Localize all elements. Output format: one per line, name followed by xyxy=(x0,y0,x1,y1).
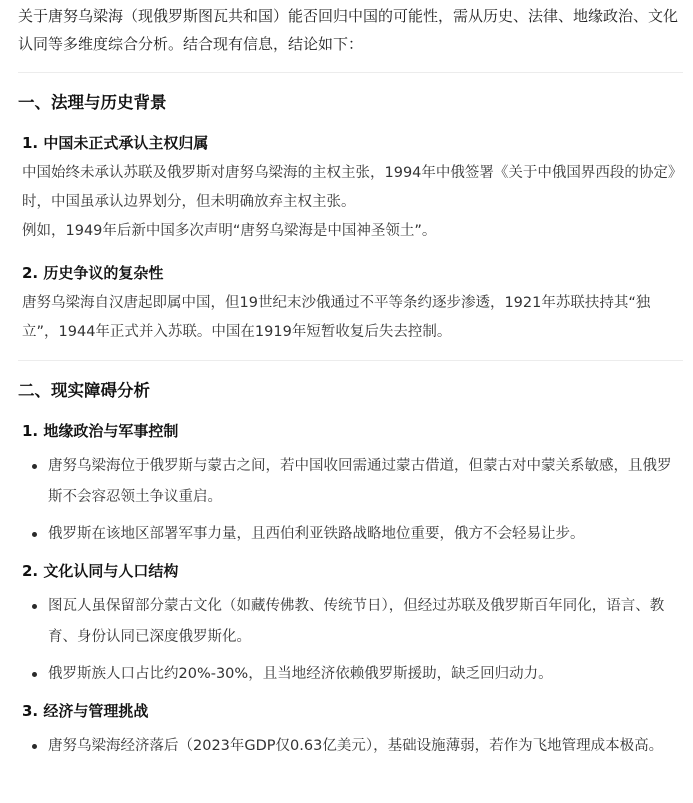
bullet-list-economy xyxy=(18,731,683,762)
subsection-title-economy: 3. 经济与管理挑战 xyxy=(22,702,149,720)
list-item: 图瓦人虽保留部分蒙古文化（如藏传佛教、传统节日），但经过苏联及俄罗斯百年同化，语言、教育、身份认同已深度俄罗斯化。 xyxy=(30,591,683,653)
subsection-title-history: 2. 历史争议的复杂性 xyxy=(22,264,164,282)
bullet-dot xyxy=(32,744,37,749)
paragraph-history: 唐努乌梁海自汉唐起即属中国，但19世纪末沙俄通过不平等条约逐步渗透，1921年苏联扶持其“独立”，1944年正式并入苏联。中国在1919年短暂收复后失去控制。 xyxy=(22,295,651,340)
list-item: 俄罗斯族人口占比约20%-30%，且当地经济依赖俄罗斯援助，缺乏回归动力。 xyxy=(30,659,683,690)
subsection-title-sovereignty: 1. 中国未正式承认主权归属 xyxy=(22,134,209,152)
bullet-list-culture xyxy=(18,591,683,690)
subsection-title-geopolitics: 1. 地缘政治与军事控制 xyxy=(22,422,179,440)
section-title-legal-history: 一、法理与历史背景 xyxy=(18,93,167,112)
section-divider xyxy=(18,72,683,73)
list-item: 唐努乌梁海经济落后（2023年GDP仅0.63亿美元），基础设施薄弱，若作为飞地管理成本极高。 xyxy=(30,731,683,762)
subsection-title-culture: 2. 文化认同与人口结构 xyxy=(22,562,179,580)
bullet-dot xyxy=(32,532,37,537)
bullet-list-geopolitics xyxy=(18,451,683,550)
intro-paragraph: 关于唐努乌梁海（现俄罗斯图瓦共和国）能否回归中国的可能性，需从历史、法律、地缘政治、文化认同等多维度综合分析。结合现有信息，结论如下： xyxy=(18,7,679,53)
list-item: 俄罗斯在该地区部署军事力量，且西伯利亚铁路战略地位重要，俄方不会轻易让步。 xyxy=(30,519,683,550)
paragraph-sovereignty: 中国始终未承认苏联及俄罗斯对唐努乌梁海的主权主张，1994年中俄签署《关于中俄国界西段的协定》时，中国虽承认边界划分，但未明确放弃主权主张。 xyxy=(22,165,683,210)
list-item: 唐努乌梁海位于俄罗斯与蒙古之间，若中国收回需通过蒙古借道，但蒙古对中蒙关系敏感，且俄罗斯不会容忍领土争议重启。 xyxy=(30,451,683,513)
bullet-dot xyxy=(32,464,37,469)
bullet-dot xyxy=(32,672,37,677)
paragraph-declaration-example: 例如，1949年后新中国多次声明“唐努乌梁海是中国神圣领土”。 xyxy=(22,223,437,239)
section-title-obstacles: 二、现实障碍分析 xyxy=(18,381,150,400)
bullet-dot xyxy=(32,604,37,609)
section-divider xyxy=(18,360,683,361)
